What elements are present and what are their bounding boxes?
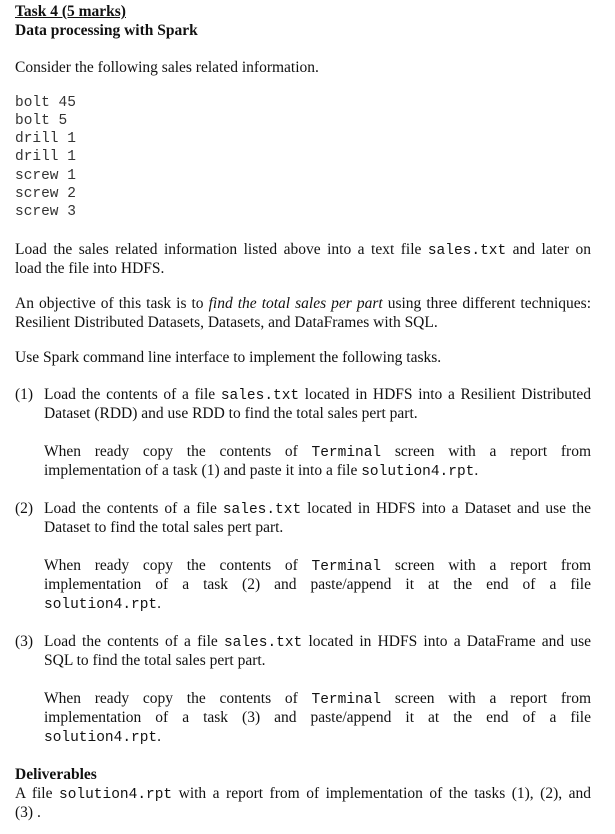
load-line: Load the sales related information listed above into a text file sales.txt and later on bbox=[15, 241, 591, 259]
report-line: solution4.rpt. bbox=[44, 728, 161, 746]
task-number: (2) bbox=[15, 500, 34, 517]
report-line: When ready copy the contents of Terminal screen with a report from bbox=[44, 690, 591, 708]
task-title: Task 4 (5 marks) bbox=[15, 3, 126, 20]
deliverables-heading: Deliverables bbox=[15, 766, 97, 783]
report-line: implementation of a task (3) and paste/append it at the end of a file bbox=[44, 709, 591, 726]
sales-line: screw 3 bbox=[15, 204, 76, 220]
sales-line: screw 1 bbox=[15, 168, 76, 184]
task-line: Dataset to find the total sales pert part. bbox=[44, 519, 284, 536]
objective-line: Resilient Distributed Datasets, Datasets, and DataFrames with SQL. bbox=[15, 314, 438, 331]
task-line: Load the contents of a file sales.txt located in HDFS into a Dataset and use the bbox=[44, 500, 591, 518]
instruction-paragraph: Use Spark command line interface to implement the following tasks. bbox=[15, 349, 442, 366]
task-line: Dataset (RDD) and use RDD to find the total sales pert part. bbox=[44, 405, 418, 422]
report-line: implementation of a task (2) and paste/append it at the end of a file bbox=[44, 576, 591, 593]
sales-line: drill 1 bbox=[15, 131, 76, 147]
sales-line: bolt 45 bbox=[15, 95, 76, 111]
report-line: solution4.rpt. bbox=[44, 595, 161, 613]
task-number: (3) bbox=[15, 633, 34, 650]
report-line: When ready copy the contents of Terminal screen with a report from bbox=[44, 443, 591, 461]
report-line: When ready copy the contents of Terminal screen with a report from bbox=[44, 557, 591, 575]
intro-paragraph: Consider the following sales related information. bbox=[15, 59, 319, 76]
load-line: load the file into HDFS. bbox=[15, 260, 165, 277]
task-subtitle: Data processing with Spark bbox=[15, 22, 198, 39]
report-line: implementation of a task (1) and paste it into a file solution4.rpt. bbox=[44, 462, 479, 480]
task-line: Load the contents of a file sales.txt located in HDFS into a Resilient Distributed bbox=[44, 386, 591, 404]
task-number: (1) bbox=[15, 386, 34, 403]
sales-line: drill 1 bbox=[15, 149, 76, 165]
deliverables-line: A file solution4.rpt with a report from of implementation of the tasks (1), (2), and bbox=[15, 785, 591, 803]
sales-line: screw 2 bbox=[15, 186, 76, 202]
task-line: SQL to find the total sales pert part. bbox=[44, 652, 266, 669]
deliverables-line: (3) . bbox=[15, 804, 41, 821]
objective-line: An objective of this task is to find the total sales per part using three different techniques: bbox=[15, 295, 592, 312]
sales-line: bolt 5 bbox=[15, 113, 68, 129]
task-line: Load the contents of a file sales.txt located in HDFS into a DataFrame and use bbox=[44, 633, 591, 651]
